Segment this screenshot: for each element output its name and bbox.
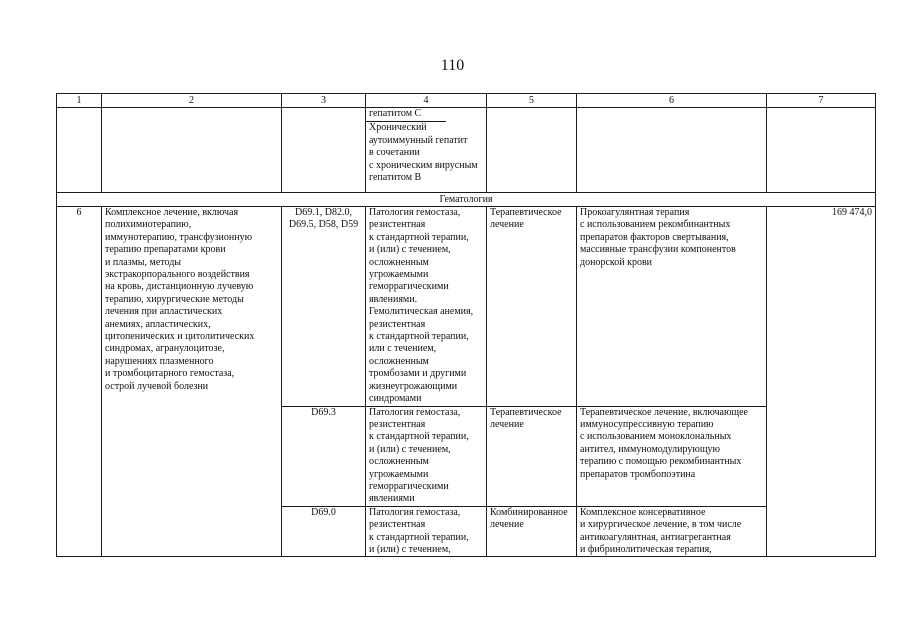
continuation-row bbox=[57, 108, 876, 193]
page-number: 110 bbox=[440, 57, 465, 74]
text-line: и (или) с течением, bbox=[369, 443, 451, 455]
text-line: явлениями bbox=[369, 493, 415, 505]
text-line: к стандартной терапии, bbox=[369, 331, 469, 343]
entry-codes bbox=[282, 406, 366, 506]
text-line: и (или) с течением, bbox=[369, 244, 451, 256]
text-line: лечение bbox=[490, 418, 524, 430]
text-line: резистентная bbox=[369, 519, 426, 531]
text-line: препаратов тромбопоэтина bbox=[580, 468, 696, 480]
text-line: к стандартной терапии, bbox=[369, 531, 469, 543]
text-line: и плазмы, методы bbox=[105, 256, 182, 268]
text-line: терапию, хирургические методы bbox=[105, 293, 244, 305]
text-line: D69.0 bbox=[311, 506, 336, 518]
text-line: жизнеугрожающими bbox=[369, 380, 458, 392]
entry-diagnosis bbox=[366, 207, 487, 407]
text-line: D69.3 bbox=[311, 406, 336, 418]
text-line: на кровь, дистанционную лучевую bbox=[105, 281, 254, 293]
text-line: терапию препаратами крови bbox=[105, 244, 226, 256]
text-line: полихимиотерапию, bbox=[105, 219, 192, 231]
entry-number: 6 bbox=[57, 207, 102, 557]
entry-codes bbox=[282, 207, 366, 407]
text-line: антикоагулянтная, антиагрегантная bbox=[580, 531, 731, 543]
text-line: анемиях, апластических, bbox=[105, 318, 211, 330]
text-line: лечение bbox=[490, 519, 524, 531]
continuation-diagnosis-part1 bbox=[366, 108, 446, 122]
column-number: 6 bbox=[577, 94, 767, 108]
entry-codes bbox=[282, 506, 366, 557]
text-line: и тромбоцитарного гемостаза, bbox=[105, 368, 235, 380]
entry-diagnosis bbox=[366, 406, 487, 506]
entry-method bbox=[577, 406, 767, 506]
text-line: осложненным bbox=[369, 256, 429, 268]
text-line: и фибринолитическая терапия, bbox=[580, 543, 712, 555]
text-line: D69.1, D82.0, bbox=[295, 207, 352, 218]
text-line: с хроническим вирусным bbox=[369, 159, 478, 171]
text-line: терапию с помощью рекомбинантных bbox=[580, 456, 742, 468]
text-line: Патология гемостаза, bbox=[369, 406, 461, 418]
text-line: Терапевтическое bbox=[490, 406, 562, 418]
text-line: антител, иммуномодулирующую bbox=[580, 443, 721, 455]
text-line: цитопенических и цитолитических bbox=[105, 331, 255, 343]
text-line: с использованием рекомбинантных bbox=[580, 219, 731, 231]
continuation-description-cell bbox=[102, 108, 282, 193]
text-line: резистентная bbox=[369, 418, 426, 430]
text-line: гепатитом С bbox=[369, 108, 422, 119]
text-line: Комплексное лечение, включая bbox=[105, 207, 239, 218]
text-line: иммунотерапию, трансфузионную bbox=[105, 231, 253, 243]
text-line: в сочетании bbox=[369, 147, 420, 159]
section-row bbox=[57, 193, 876, 207]
entry-description bbox=[102, 207, 282, 557]
text-line: тромбозами и другими bbox=[369, 368, 467, 380]
text-line: препаратов факторов свертывания, bbox=[580, 231, 729, 243]
section-title: Гематология bbox=[57, 193, 876, 207]
column-number: 7 bbox=[767, 94, 876, 108]
text-line: синдромах, агранулоцитозе, bbox=[105, 343, 225, 355]
text-line: осложненным bbox=[369, 355, 429, 367]
text-line: D69.5, D58, D59 bbox=[288, 219, 359, 231]
continuation-diagnosis-cell bbox=[366, 108, 487, 193]
text-line: донорской крови bbox=[580, 256, 653, 268]
text-line: лечение bbox=[490, 219, 524, 231]
continuation-treatment-cell bbox=[487, 108, 577, 193]
continuation-diagnosis-part2 bbox=[366, 122, 486, 184]
text-line: экстракорпорального воздействия bbox=[105, 269, 250, 281]
entry-treatment-type bbox=[487, 506, 577, 557]
continuation-method-cell bbox=[577, 108, 767, 193]
entry-treatment-type bbox=[487, 207, 577, 407]
entry-row-1 bbox=[57, 207, 876, 407]
entry-method bbox=[577, 506, 767, 557]
column-number: 1 bbox=[57, 94, 102, 108]
text-line: к стандартной терапии, bbox=[369, 431, 469, 443]
entry-price: 169 474,0 bbox=[767, 207, 876, 557]
text-line: угрожаемыми bbox=[369, 468, 429, 480]
entry-treatment-type bbox=[487, 406, 577, 506]
text-line: острой лучевой болезни bbox=[105, 380, 209, 392]
continuation-price-cell bbox=[767, 108, 876, 193]
text-line: с использованием моноклональных bbox=[580, 431, 732, 443]
text-line: геморрагическими bbox=[369, 281, 449, 293]
text-line: гепатитом В bbox=[369, 172, 422, 184]
text-line: Гемолитическая анемия, bbox=[369, 306, 474, 318]
text-line: и хирургическое лечение, в том числе bbox=[580, 519, 742, 531]
column-number: 2 bbox=[102, 94, 282, 108]
text-line: иммуносупрессивную терапию bbox=[580, 418, 714, 430]
text-line: Комплексное консервативное bbox=[580, 506, 706, 518]
text-line: резистентная bbox=[369, 219, 426, 231]
entry-diagnosis bbox=[366, 506, 487, 557]
medical-services-table bbox=[56, 93, 876, 557]
text-line: нарушениях плазменного bbox=[105, 355, 214, 367]
column-number: 5 bbox=[487, 94, 577, 108]
text-line: или с течением, bbox=[369, 343, 437, 355]
column-number-row bbox=[57, 94, 876, 108]
text-line: резистентная bbox=[369, 318, 426, 330]
text-line: Комбинированное bbox=[490, 506, 568, 518]
text-line: Патология гемостаза, bbox=[369, 207, 461, 218]
text-line: лечения при апластических bbox=[105, 306, 223, 318]
text-line: Патология гемостаза, bbox=[369, 506, 461, 518]
continuation-codes-cell bbox=[282, 108, 366, 193]
column-number: 4 bbox=[366, 94, 487, 108]
text-line: аутоиммунный гепатит bbox=[369, 134, 468, 146]
text-line: массивные трансфузии компонентов bbox=[580, 244, 736, 256]
text-line: к стандартной терапии, bbox=[369, 231, 469, 243]
text-line: и (или) с течением, bbox=[369, 543, 451, 555]
text-line: синдромами bbox=[369, 393, 422, 405]
text-line: осложненным bbox=[369, 456, 429, 468]
continuation-number-cell bbox=[57, 108, 102, 193]
text-line: угрожаемыми bbox=[369, 269, 429, 281]
text-line: геморрагическими bbox=[369, 480, 449, 492]
text-line: Прокоагулянтная терапия bbox=[580, 207, 690, 218]
text-line: Терапевтическое лечение, включающее bbox=[580, 406, 748, 418]
text-line: Терапевтическое bbox=[490, 207, 562, 218]
text-line: Хронический bbox=[369, 122, 427, 134]
text-line: явлениями. bbox=[369, 293, 418, 305]
entry-method bbox=[577, 207, 767, 407]
column-number: 3 bbox=[282, 94, 366, 108]
